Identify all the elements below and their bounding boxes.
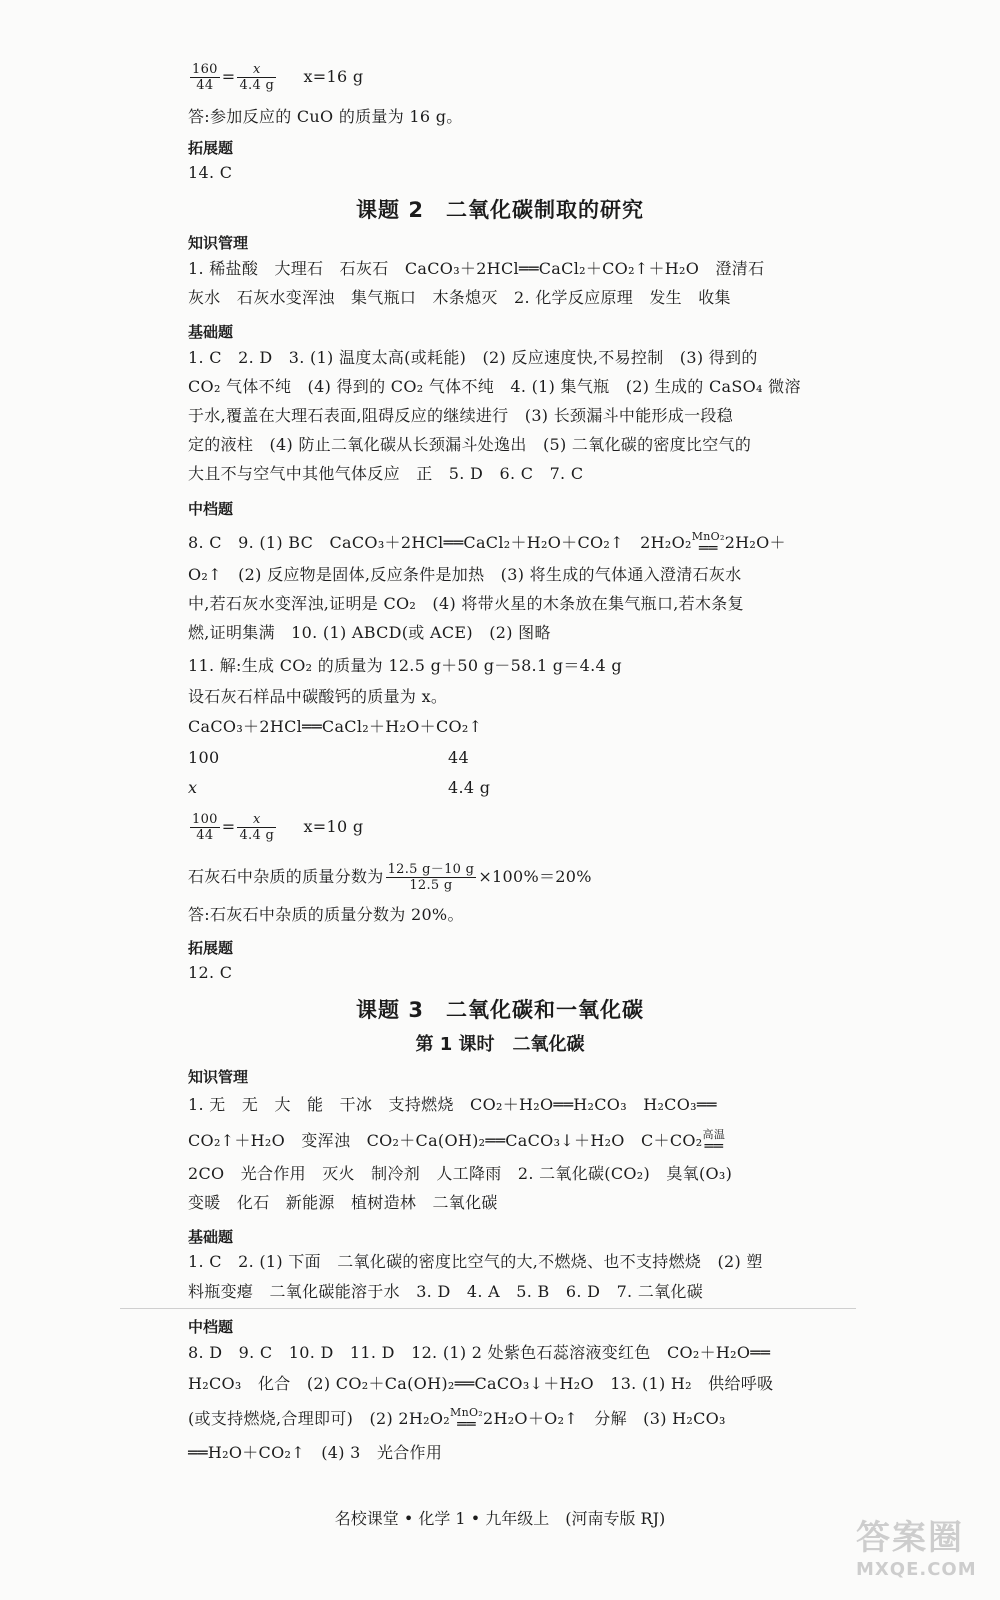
answer-line: 变暖 化石 新能源 植树造林 二氧化碳 [188,1193,498,1212]
answer-line: 2CO 光合作用 灭火 制冷剂 人工降雨 2. 二氧化碳(CO₂) 臭氧(O₃) [188,1164,733,1183]
answer-line: 大且不与空气中其他气体反应 正 5. D 6. C 7. C [188,464,584,483]
calc-line-16g: $\frac{160}{44}$ = $\frac{x}{4.4 g}$ x=16 g [192,62,364,93]
lesson-title: 课题 3 二氧化碳和一氧化碳 [356,998,644,1022]
answer-line-with-catalyst: (或支持燃烧,合理即可) (2) 2H₂O₂ MnO₂ ══ 2H₂O＋O₂↑ 分解 (3) H₂CO₃ [188,1406,726,1433]
class-hour-title: 第 1 课时 二氧化碳 [415,1034,585,1055]
section-label: 基础题 [188,323,234,341]
answer-line: H₂CO₃ 化合 (2) CO₂＋Ca(OH)₂══CaCO₃↓＋H₂O 13. (1) H₂ 供给呼吸 [188,1374,774,1393]
fraction: $\frac{x}{4.4 g}$ [239,62,275,93]
answer-line: 答:参加反应的 CuO 的质量为 16 g。 [188,107,463,126]
divider [120,1308,856,1309]
answer-line: ══H₂O＋CO₂↑ (4) 3 光合作用 [188,1443,443,1462]
answer-line: 料瓶变瘪 二氧化碳能溶于水 3. D 4. A 5. B 6. D 7. 二氧化碳 [188,1282,704,1301]
reaction-condition: 高温 ══ [702,1128,726,1155]
answer-line: 答:石灰石中杂质的质量分数为 20%。 [188,905,464,924]
section-label: 中档题 [188,1318,234,1336]
percentage-line: 石灰石中杂质的质量分数为 $\frac{12.5 g-10 g}{12.5 g}$ ×100%＝20% [188,862,592,893]
mass-line: x 4.4 g [188,778,491,797]
reaction-condition: MnO₂ ══ [691,530,725,557]
equation-line: CaCO₃＋2HCl══CaCl₂＋H₂O＋CO₂↑ [188,717,483,736]
section-label: 知识管理 [188,1068,249,1086]
reaction-condition: MnO₂ ══ [450,1406,483,1433]
fraction: $\frac{100}{44}$ [192,812,218,843]
section-label: 拓展题 [188,939,234,957]
answer-line: 11. 解:生成 CO₂ 的质量为 12.5 g＋50 g－58.1 g＝4.4 g [188,656,622,675]
answer-line: 定的液柱 (4) 防止二氧化碳从长颈漏斗处逸出 (5) 二氧化碳的密度比空气的 [188,435,752,454]
watermark-logo: 答案圈 MXQE.COM [856,1518,977,1580]
section-label: 中档题 [188,500,234,518]
answer-line: 12. C [188,963,233,982]
section-label: 拓展题 [188,139,234,157]
result: x=10 g [303,817,364,836]
answer-line: 燃,证明集满 10. (1) ABCD(或 ACE) (2) 图略 [188,623,551,642]
answer-line: 1. C 2. D 3. (1) 温度太高(或耗能) (2) 反应速度快,不易控制 (3) 得到的 [188,348,758,367]
fraction: $\frac{12.5 g-10 g}{12.5 g}$ [387,862,475,893]
answer-line: 8. D 9. C 10. D 11. D 12. (1) 2 处紫色石蕊溶液变红色 CO₂＋H₂O══ [188,1343,771,1362]
mass-line: 100 44 [188,748,469,767]
answer-line: 设石灰石样品中碳酸钙的质量为 x。 [188,687,448,706]
answer-line: 14. C [188,163,233,182]
section-label: 基础题 [188,1228,234,1246]
section-label: 知识管理 [188,234,249,252]
fraction: $\frac{160}{44}$ [192,62,218,93]
answer-line: 于水,覆盖在大理石表面,阻碍反应的继续进行 (3) 长颈漏斗中能形成一段稳 [188,406,734,425]
lesson-title: 课题 2 二氧化碳制取的研究 [356,198,644,222]
result: x=16 g [303,67,364,86]
answer-line: O₂↑ (2) 反应物是固体,反应条件是加热 (3) 将生成的气体通入澄清石灰水 [188,565,742,584]
answer-line-with-condition: CO₂↑＋H₂O 变浑浊 CO₂＋Ca(OH)₂══CaCO₃↓＋H₂O C＋CO₂ 高温 ══ [188,1128,726,1155]
answer-line: 1. C 2. (1) 下面 二氧化碳的密度比空气的大,不燃烧、也不支持燃烧 (2) 塑 [188,1252,763,1271]
answer-line-with-catalyst: 8. C 9. (1) BC CaCO₃＋2HCl══CaCl₂＋H₂O＋CO₂↑ 2H₂O₂ MnO₂ ══ 2H₂O＋ [188,530,786,557]
answer-line: 1. 无 无 大 能 干冰 支持燃烧 CO₂＋H₂O══H₂CO₃ H₂CO₃══ [188,1095,717,1114]
fraction: $\frac{x}{4.4 g}$ [239,812,275,843]
page-footer: 名校课堂 • 化学 1 • 九年级上 (河南专版 RJ) [334,1509,666,1528]
answer-line: 1. 稀盐酸 大理石 石灰石 CaCO₃＋2HCl══CaCl₂＋CO₂↑＋H₂O 澄清石 [188,259,765,278]
calc-line-10g: $\frac{100}{44}$ = $\frac{x}{4.4 g}$ x=10 g [192,812,364,843]
answer-line: 灰水 石灰水变浑浊 集气瓶口 木条熄灭 2. 化学反应原理 发生 收集 [188,288,731,307]
answer-line: CO₂ 气体不纯 (4) 得到的 CO₂ 气体不纯 4. (1) 集气瓶 (2) 生成的 CaSO₄ 微溶 [188,377,801,396]
answer-line: 中,若石灰水变浑浊,证明是 CO₂ (4) 将带火星的木条放在集气瓶口,若木条复 [188,594,744,613]
